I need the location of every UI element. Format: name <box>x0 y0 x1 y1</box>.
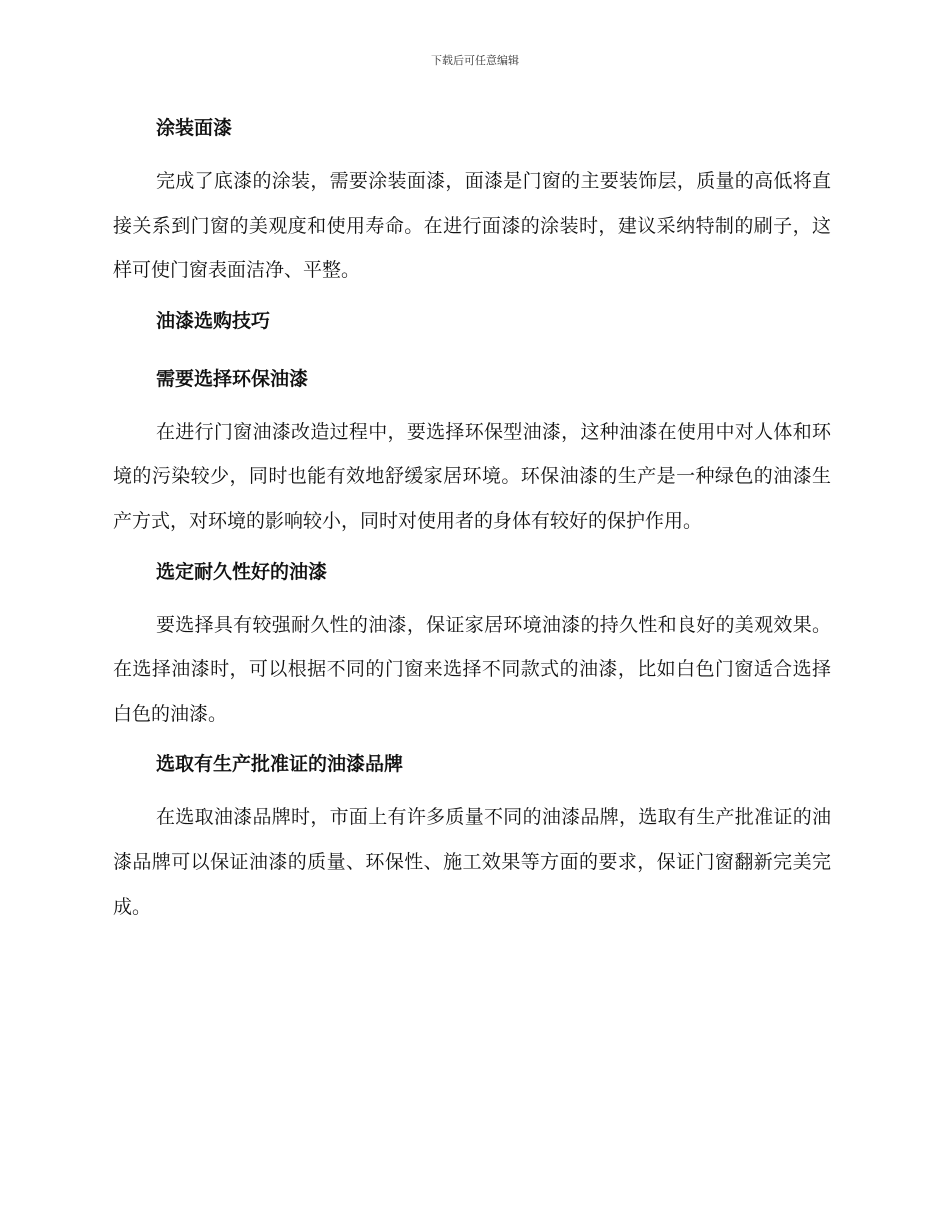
spacer <box>113 143 831 159</box>
section-heading-eco: 需要选择环保油漆 <box>156 367 309 390</box>
page-header: 下载后可任意编辑 <box>431 54 519 67</box>
spacer <box>113 394 831 410</box>
spacer <box>113 587 831 603</box>
section-heading-tips: 油漆选购技巧 <box>156 309 271 332</box>
spacer <box>113 336 831 365</box>
spacer <box>113 293 831 307</box>
section-paragraph-brand: 在选取油漆品牌时，市面上有许多质量不同的油漆品牌，选取有生产批准证的油漆品牌可以保证油漆的质量、环保性、施工效果等方面的要求，保证门窗翻新完美完成。 <box>113 806 831 918</box>
spacer <box>113 544 831 558</box>
section-heading-brand: 选取有生产批准证的油漆品牌 <box>156 753 404 776</box>
section-paragraph-durable: 要选择具有较强耐久性的油漆，保证家居环境油漆的持久性和良好的美观效果。在选择油漆时，可以根据不同的门窗来选择不同款式的油漆，比如白色门窗适合选择白色的油漆。 <box>113 613 831 725</box>
document-body <box>113 114 831 929</box>
section-paragraph-eco: 在进行门窗油漆改造过程中，要选择环保型油漆，这种油漆在使用中对人体和环境的污染较少，同时也能有效地舒缓家居环境。环保油漆的生产是一种绿色的油漆生产方式，对环境的影响较小，同时对使用者的身体有较好的保护作用。 <box>113 420 831 532</box>
spacer <box>113 779 831 795</box>
spacer <box>113 736 831 750</box>
section-heading-topcoat: 涂装面漆 <box>156 117 233 139</box>
section-paragraph-topcoat: 完成了底漆的涂装，需要涂装面漆，面漆是门窗的主要装饰层，质量的高低将直接关系到门窗的美观度和使用寿命。在进行面漆的涂装时，建议采纳特制的刷子，这样可使门窗表面洁净、平整。 <box>113 170 831 282</box>
section-heading-durable: 选定耐久性好的油漆 <box>156 560 328 583</box>
